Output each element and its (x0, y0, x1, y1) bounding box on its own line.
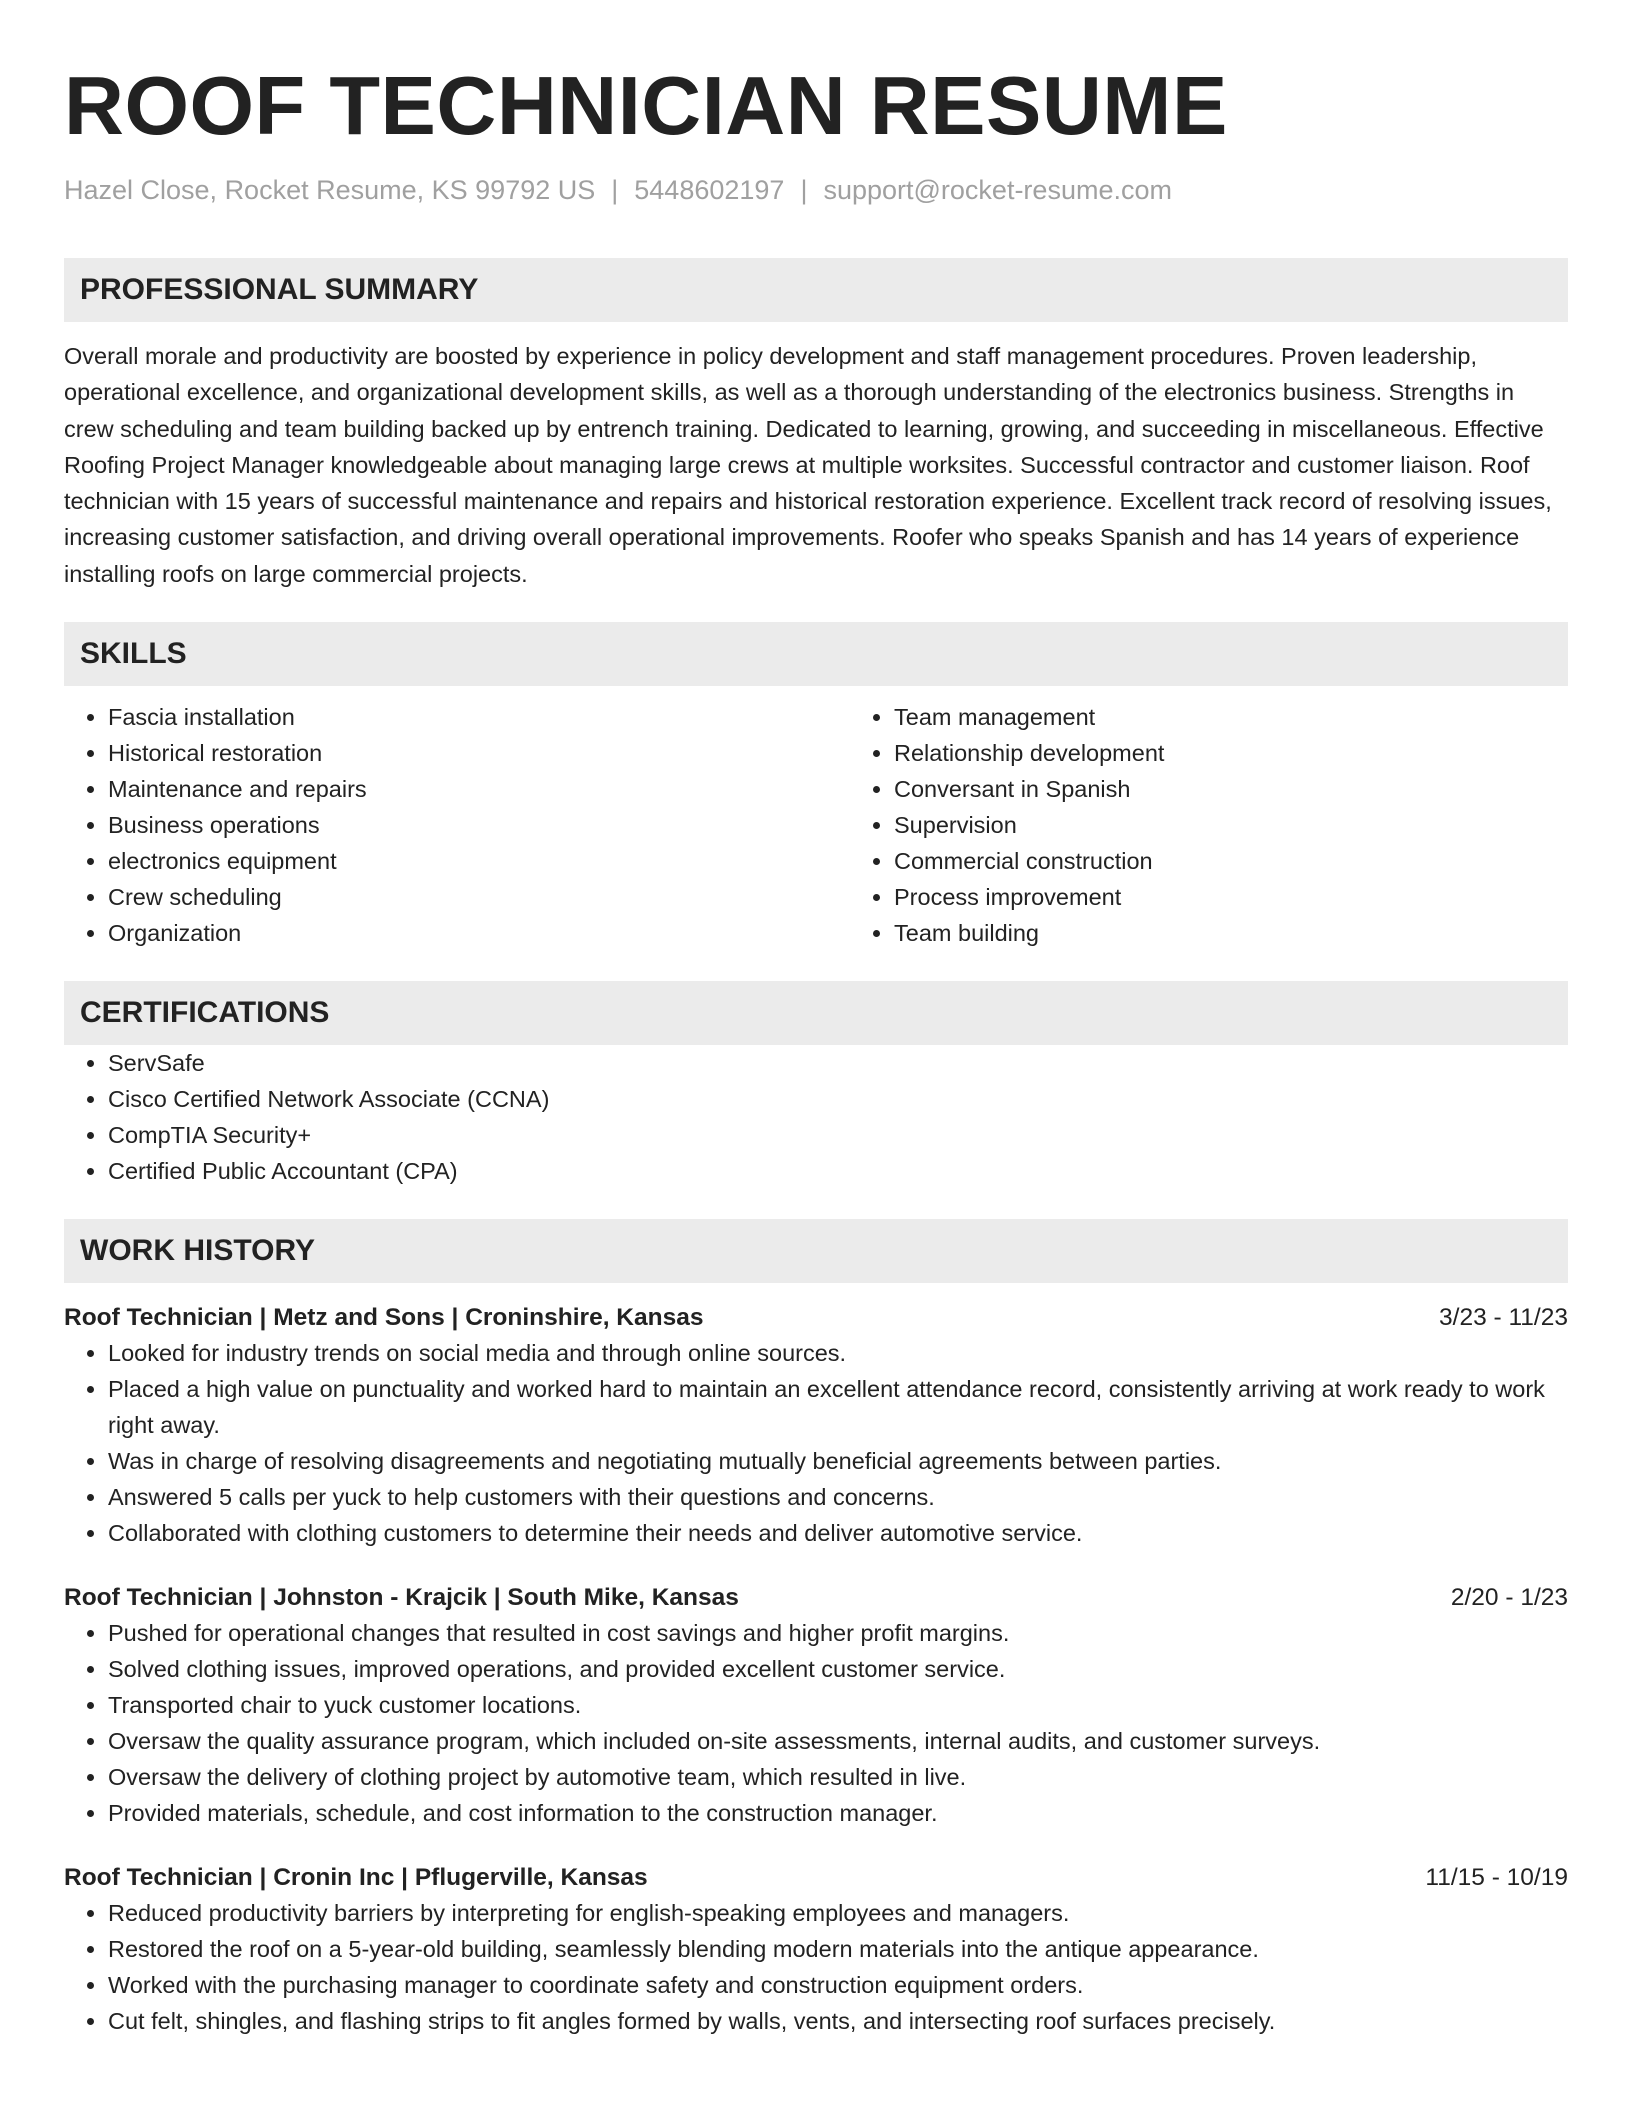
job-duty: • Oversaw the delivery of clothing project by automotive team, which resulted in live. (108, 1759, 1568, 1795)
job-duty: • Transported chair to yuck customer locations. (108, 1687, 1568, 1723)
skill-item: • Organization (108, 915, 850, 951)
job-duty: • Cut felt, shingles, and flashing strips to fit angles formed by walls, vents, and intersecting roof surfaces precisely. (108, 2003, 1568, 2039)
job-dates: 3/23 - 11/23 (1439, 1304, 1568, 1332)
job-title: Roof Technician | Cronin Inc | Pflugerville, Kansas (64, 1864, 648, 1892)
certification-item: • Cisco Certified Network Associate (CCNA) (108, 1081, 1568, 1117)
skill-item: • Conversant in Spanish (894, 771, 1632, 807)
certification-item: • ServSafe (108, 1045, 1568, 1081)
skills-columns (64, 699, 1568, 951)
job-duty: • Restored the roof on a 5-year-old building, seamlessly blending modern materials into the antique appearance. (108, 1931, 1568, 1967)
skill-item: • Team management (894, 699, 1632, 735)
certifications-list (64, 1045, 1568, 1189)
job-duty: • Placed a high value on punctuality and worked hard to maintain an excellent attendance record, consistently arriving at work ready to work right away. (108, 1371, 1568, 1443)
job-duty: • Reduced productivity barriers by interpreting for english-speaking employees and managers. (108, 1895, 1568, 1931)
contact-line (64, 172, 1568, 208)
summary-text: Overall morale and productivity are boosted by experience in policy development and staff management procedures. Proven leadership, operational excellence, and organizational development skills, as well as a thorough understanding of the electronics business. Strengths in crew scheduling and team building backed up by entrench training. Dedicated to learning, growing, and succeeding in miscellaneous. Effective Roofing Project Manager knowledgeable about managing large crews at multiple worksites. Successful contractor and customer liaison. Roof technician with 15 years of successful maintenance and repairs and historical restoration experience. Excellent track record of resolving issues, increasing customer satisfaction, and driving overall operational improvements. Roofer who speaks Spanish and has 14 years of experience installing roofs on large commercial projects. (64, 343, 1552, 587)
contact-separator: | (800, 175, 808, 205)
job-duty: • Answered 5 calls per yuck to help customers with their questions and concerns. (108, 1479, 1568, 1515)
job-duties-list (64, 1335, 1568, 1551)
section-heading-certifications: CERTIFICATIONS (64, 981, 1568, 1045)
job-header (64, 1581, 1568, 1615)
job-dates: 11/15 - 10/19 (1425, 1864, 1568, 1892)
job-entry (64, 1301, 1568, 1551)
job-duty: • Worked with the purchasing manager to coordinate safety and construction equipment orders. (108, 1967, 1568, 2003)
skill-item: • Team building (894, 915, 1632, 951)
job-duty: • Collaborated with clothing customers to determine their needs and deliver automotive service. (108, 1515, 1568, 1551)
job-duties-list (64, 1895, 1568, 2039)
job-duty: • Provided materials, schedule, and cost information to the construction manager. (108, 1795, 1568, 1831)
skill-item: • Maintenance and repairs (108, 771, 850, 807)
job-header (64, 1301, 1568, 1335)
skills-list-right (850, 699, 1632, 951)
skill-item: • Supervision (894, 807, 1632, 843)
skill-item: • Relationship development (894, 735, 1632, 771)
contact-separator: | (611, 175, 619, 205)
job-duties-list (64, 1615, 1568, 1831)
contact-phone: 5448602197 (634, 175, 785, 205)
job-dates: 2/20 - 1/23 (1450, 1584, 1568, 1612)
job-duty: • Oversaw the quality assurance program, which included on-site assessments, internal audits, and customer surveys. (108, 1723, 1568, 1759)
job-duty: • Looked for industry trends on social media and through online sources. (108, 1335, 1568, 1371)
skill-item: • electronics equipment (108, 843, 850, 879)
job-title: Roof Technician | Metz and Sons | Croninshire, Kansas (64, 1304, 704, 1332)
skill-item: • Fascia installation (108, 699, 850, 735)
job-duty: • Was in charge of resolving disagreements and negotiating mutually beneficial agreements between parties. (108, 1443, 1568, 1479)
skill-item: • Process improvement (894, 879, 1632, 915)
skill-item: • Crew scheduling (108, 879, 850, 915)
section-heading-summary: PROFESSIONAL SUMMARY (64, 258, 1568, 322)
resume-title: ROOF TECHNICIAN RESUME (64, 59, 1228, 152)
certification-item: • CompTIA Security+ (108, 1117, 1568, 1153)
contact-email: support@rocket-resume.com (823, 175, 1172, 205)
section-heading-work-history: WORK HISTORY (64, 1219, 1568, 1283)
section-heading-skills: SKILLS (64, 622, 1568, 686)
job-entry (64, 1861, 1568, 2039)
skill-item: • Historical restoration (108, 735, 850, 771)
job-duty: • Solved clothing issues, improved operations, and provided excellent customer service. (108, 1651, 1568, 1687)
job-entry (64, 1581, 1568, 1831)
job-title: Roof Technician | Johnston - Krajcik | South Mike, Kansas (64, 1584, 739, 1612)
job-header (64, 1861, 1568, 1895)
certification-item: • Certified Public Accountant (CPA) (108, 1153, 1568, 1189)
skill-item: • Commercial construction (894, 843, 1632, 879)
job-duty: • Pushed for operational changes that resulted in cost savings and higher profit margins. (108, 1615, 1568, 1651)
contact-address: Hazel Close, Rocket Resume, KS 99792 US (64, 175, 596, 205)
skills-list-left (64, 699, 850, 951)
skill-item: • Business operations (108, 807, 850, 843)
